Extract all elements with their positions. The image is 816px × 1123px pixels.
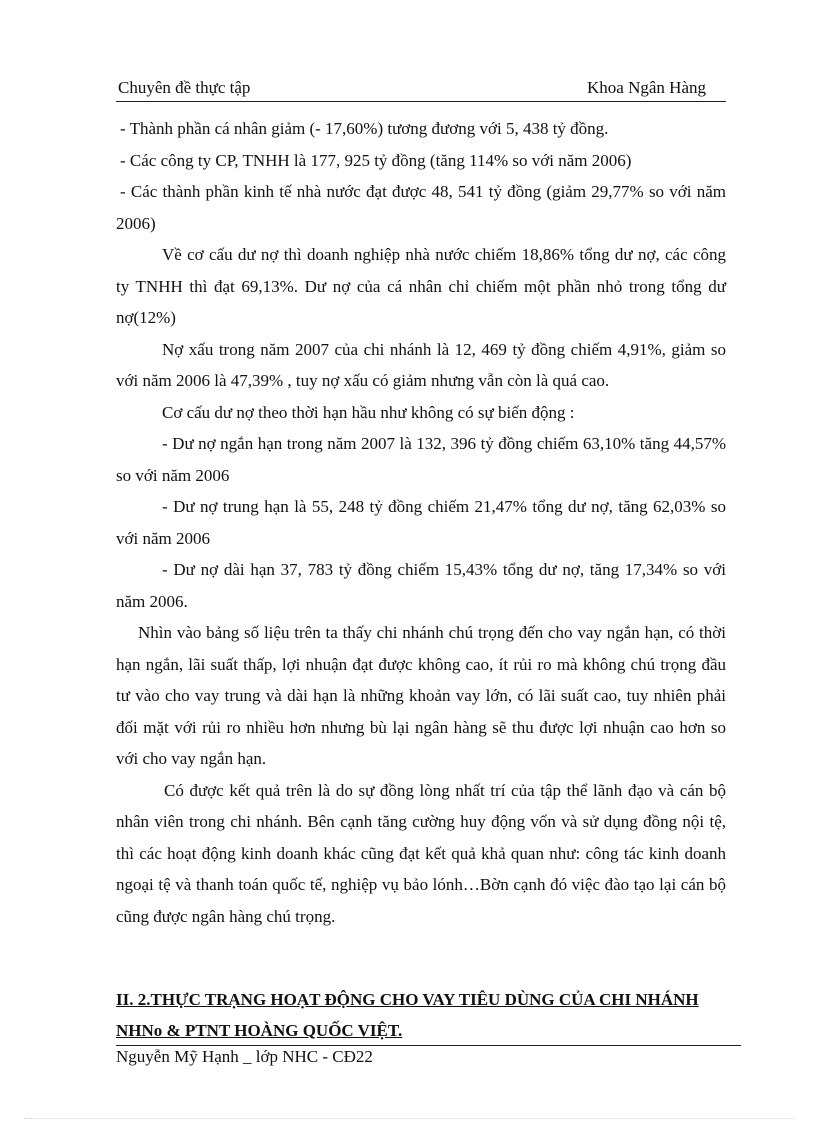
footer-divider (116, 1045, 741, 1046)
paragraph-bad-debt: Nợ xấu trong năm 2007 của chi nhánh là 12, 469 tỷ đồng chiếm 4,91%, giảm so với năm 2006 là 47,39% , tuy nợ xấu có giảm nhưng vẫn còn là quá cao. (116, 339, 726, 390)
paragraph-state-sector: - Các thành phần kinh tế nhà nước đạt được 48, 541 tỷ đồng (giảm 29,77% so với năm 2006) (116, 182, 726, 233)
paragraph-individual-sector: - Thành phần cá nhân giảm (- 17,60%) tương đương với 5, 438 tỷ đồng. (120, 119, 609, 138)
document-body (116, 113, 726, 932)
paragraph-debt-structure: Về cơ cấu dư nợ thì doanh nghiệp nhà nước chiếm 18,86% tổng dư nợ, các công ty TNHH thì đạt 69,13%. Dư nợ của cá nhân chỉ chiếm một phần nhỏ trong tổng dư nợ(12%) (116, 245, 726, 327)
page-header (116, 78, 726, 100)
paragraph-long-term-debt: - Dư nợ dài hạn 37, 783 tỷ đồng chiếm 15,43% tổng dư nợ, tăng 17,34% so với năm 2006. (116, 560, 726, 611)
paragraph-term-structure: Cơ cấu dư nợ theo thời hạn hầu như không có sự biến động : (162, 402, 575, 422)
paragraph-analysis: Nhìn vào bảng số liệu trên ta thấy chi nhánh chú trọng đến cho vay ngắn hạn, có thời hạn ngắn, lãi suất thấp, lợi nhuận đạt được không cao, ít rủi ro mà không chú trọng đầu tư vào cho vay trung và dài hạn là những khoản vay lớn, có lãi suất cao, tuy nhiên phải đối mặt với rủi ro nhiều hơn nhưng bù lại ngân hàng sẽ thu được lợi nhuận cao hơn so với cho vay ngắn hạn. (116, 623, 726, 768)
paragraph-medium-term-debt: - Dư nợ trung hạn là 55, 248 tỷ đồng chiếm 21,47% tổng dư nợ, tăng 62,03% so với năm 2006 (116, 497, 726, 548)
page-footer: Nguyễn Mỹ Hạnh _ lớp NHC - CĐ22 (116, 1047, 373, 1066)
header-divider (116, 101, 726, 102)
paragraph-company-sector: - Các công ty CP, TNHH là 177, 925 tỷ đồng (tăng 114% so với năm 2006) (120, 150, 632, 170)
header-left-text: Chuyên đề thực tập (118, 78, 251, 97)
section-heading: II. 2.THỰC TRẠNG HOẠT ĐỘNG CHO VAY TIÊU DÙNG CỦA CHI NHÁNH NHNo & PTNT HOÀNG QUỐC VIỆT. (116, 990, 699, 1040)
paragraph-short-term-debt: - Dư nợ ngắn hạn trong năm 2007 là 132, 396 tỷ đồng chiếm 63,10% tăng 44,57% so với năm 2006 (116, 434, 726, 485)
page-bottom-border (24, 1118, 794, 1119)
header-right-text: Khoa Ngân Hàng (587, 78, 706, 97)
paragraph-results: Có được kết quả trên là do sự đồng lòng nhất trí của tập thể lãnh đạo và cán bộ nhân viên trong chi nhánh. Bên cạnh tăng cường huy động vốn và sử dụng đồng nội tệ, thì các hoạt động kinh doanh khác cũng đạt kết quả khả quan như: công tác kinh doanh ngoại tệ và thanh toán quốc tế, nghiệp vụ bảo lónh…Bờn cạnh đó việc đào tạo lại cán bộ cũng được ngân hàng chú trọng. (116, 780, 726, 926)
